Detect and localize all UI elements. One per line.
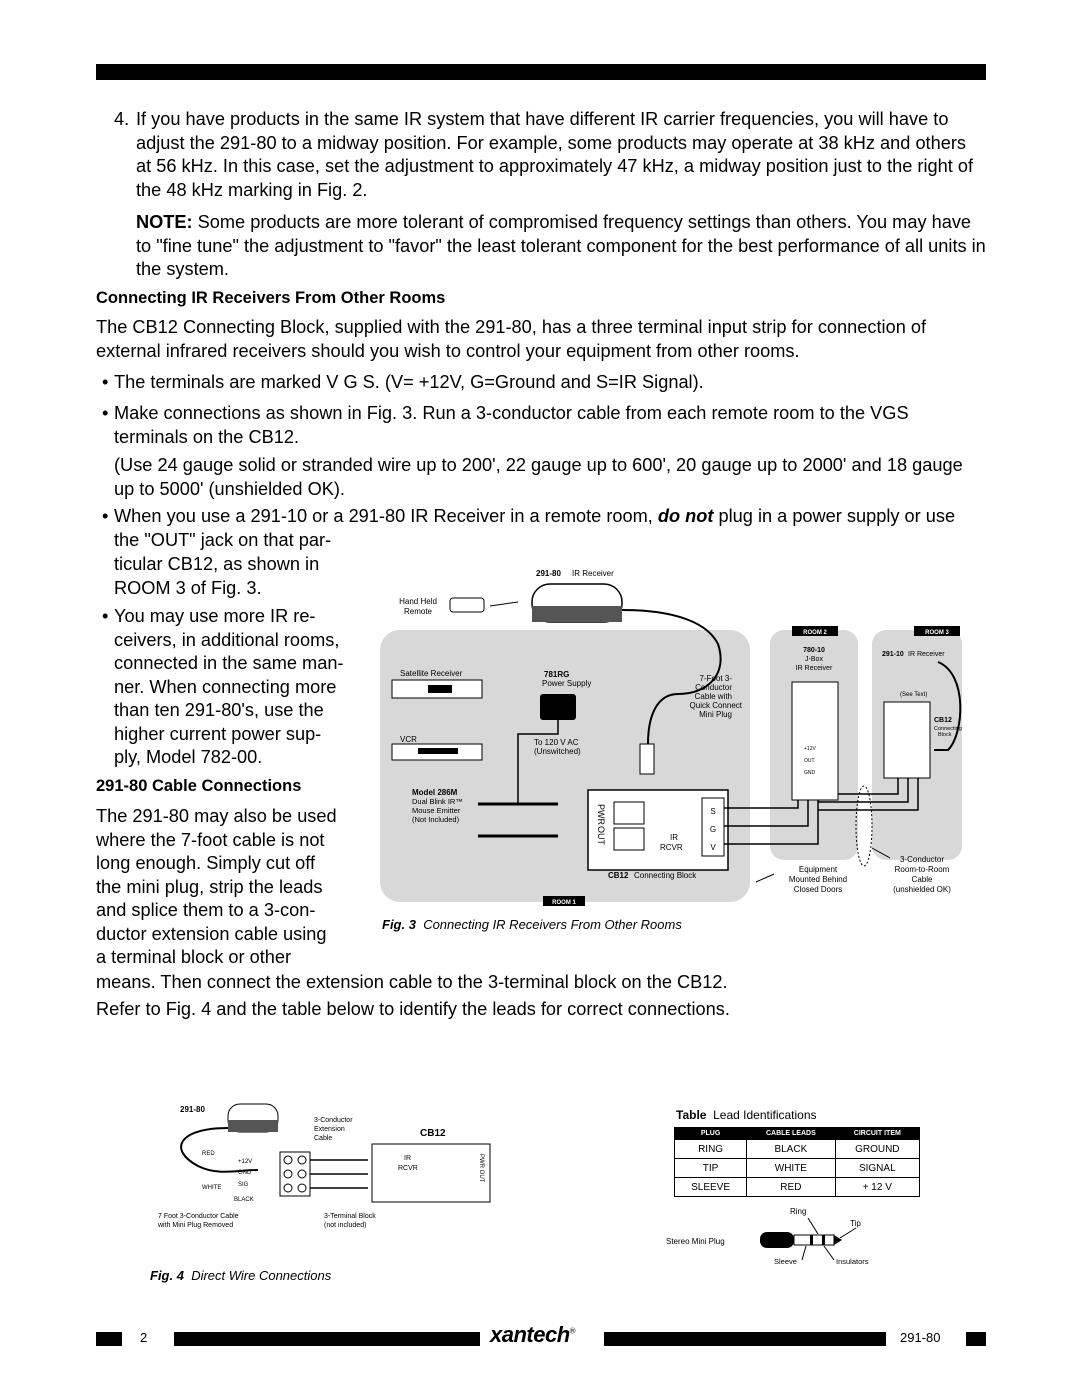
cable-line: the mini plug, strip the leads — [96, 876, 323, 897]
header-cable-leads: CABLE LEADS — [747, 1128, 835, 1140]
table-cell: SIGNAL — [835, 1159, 919, 1178]
cable-line: where the 7-foot cable is not — [96, 829, 325, 850]
fig4-gnd: GND — [238, 1170, 252, 1176]
header-plug: PLUG — [675, 1128, 747, 1140]
section-heading-cable: 291-80 Cable Connections — [96, 777, 302, 795]
cable-line: ductor extension cable using — [96, 923, 327, 944]
receiver-word: IR Receiver — [572, 569, 614, 578]
footer-bar-right — [604, 1332, 886, 1346]
fig4-rcvr-ir: IR — [404, 1155, 411, 1162]
r3-model: 291-10 — [882, 651, 904, 658]
jbox-12v: +12V — [804, 746, 816, 752]
plug-shaft-icon — [794, 1235, 834, 1245]
cable-line-full: means. Then connect the extension cable to the 3-terminal block on the CB12. — [96, 972, 728, 992]
receiver-model: 291-80 — [536, 569, 561, 578]
bullet-line: You may use more IR re- — [114, 606, 316, 626]
bullet-line: ply, Model 782-00. — [114, 747, 263, 767]
bullet-lines — [114, 605, 359, 770]
jbox-icon — [792, 682, 838, 800]
jbox-label: IR Receiver — [795, 665, 833, 672]
cb12-word: Connecting Block — [634, 871, 697, 880]
table-cell: RING — [675, 1140, 747, 1159]
lead-table-header — [675, 1128, 920, 1140]
fig4-red: RED — [202, 1151, 215, 1157]
cb12-jack — [614, 802, 644, 824]
equip-label: Mounted Behind — [788, 875, 848, 884]
power-supply-icon — [540, 694, 576, 720]
cable-line: The 291-80 may also be used — [96, 806, 337, 826]
emitter-label: Dual Blink IR™ — [412, 797, 463, 806]
equip-label: Equipment — [798, 865, 838, 874]
bullet-terminals: • The terminals are marked V G S. (V= +12V, G=Ground and S=IR Signal). — [96, 371, 986, 395]
footer-block-left — [96, 1332, 122, 1346]
page-number: 2 — [140, 1330, 148, 1345]
jbox-model: 780-10 — [803, 647, 825, 654]
equip-arrow — [756, 874, 774, 882]
term-s: S — [710, 807, 716, 816]
fig4-sig: SIG — [238, 1182, 249, 1188]
lead-table-title-bold: Table — [676, 1108, 707, 1122]
brand-name: xantech — [490, 1322, 570, 1347]
fig4-caption — [150, 1268, 331, 1283]
cb12-out: OUT — [596, 826, 606, 845]
remote-label: Remote — [403, 607, 433, 616]
cable-line: long enough. Simply cut off — [96, 853, 316, 873]
table-cell: BLACK — [747, 1140, 835, 1159]
bullet-text-a: When you use a 291-10 or a 291-80 IR Receiver in a remote room, — [114, 506, 658, 526]
bullet-text-b: plug in a power supply or use — [713, 506, 956, 526]
ir-receiver-base — [532, 606, 622, 622]
fig4-cb12-block — [372, 1144, 490, 1202]
table-row — [675, 1159, 920, 1178]
r3-cb12-icon — [884, 702, 930, 778]
plug-leader-lines — [802, 1246, 834, 1260]
refer-line: Refer to Fig. 4 and the table below to identify the leads for correct connections. — [96, 999, 730, 1019]
fig4-cable — [181, 1128, 258, 1172]
plug-sleeve-label: Sleeve — [774, 1257, 797, 1266]
plug-ring-label: Ring — [790, 1207, 807, 1216]
bullet-text: The terminals are marked V G S. (V= +12V, G=Ground and S=IR Signal). — [114, 372, 704, 392]
cable7-label: 7-Foot 3- — [699, 674, 732, 683]
lead-table — [674, 1127, 920, 1197]
fig3-diagram — [378, 564, 964, 910]
room3-label: ROOM 3 — [925, 630, 949, 636]
footer-model: 291-80 — [900, 1330, 941, 1345]
bullet-line: ticular CB12, as shown in — [114, 554, 320, 574]
bullet-line: than ten 291-80's, use the — [114, 700, 324, 720]
fig4-pwr-out: PWR OUT — [478, 1154, 484, 1183]
stereo-plug-diagram — [660, 1202, 890, 1274]
fig4-cb12: CB12 — [420, 1128, 446, 1139]
bullet-text — [114, 505, 986, 529]
cable7-label: Mini Plug — [699, 710, 732, 719]
see-text: (See Text) — [900, 692, 928, 698]
ps-word: Power Supply — [542, 679, 592, 688]
vcr-label: VCR — [400, 735, 417, 744]
satellite-label: Satellite Receiver — [400, 669, 463, 678]
plug-tip-icon — [834, 1235, 842, 1245]
note-label: NOTE: — [136, 212, 193, 232]
bullet-remote-room: • When you use a 291-10 or a 291-80 IR Receiver in a remote room, do not plug in a power supply or use — [96, 505, 986, 529]
jbox-gnd: GND — [804, 770, 816, 776]
bullet-line: ceivers, in additional rooms, — [114, 629, 340, 650]
fig4-tb-label: (not included) — [324, 1222, 367, 1229]
section-intro: The CB12 Connecting Block, supplied with the 291-80, has a three terminal input strip for connection of external infrared receivers should you wish to control your equipment from other rooms. — [96, 317, 927, 361]
fig4-cable-label: with Mini Plug Removed — [158, 1222, 234, 1229]
plug-insulator-icon — [822, 1235, 825, 1245]
cond-label: Cable — [911, 875, 933, 884]
cable-lines — [96, 805, 346, 970]
table-cell: GROUND — [835, 1140, 919, 1159]
fig4-ext: Cable — [314, 1135, 333, 1142]
fig4-12v: +12V — [238, 1159, 253, 1165]
jbox-out: OUT — [804, 758, 815, 764]
hand-held-label: Hand Held — [399, 597, 437, 606]
cable7-label: Cable with — [694, 692, 732, 701]
step-4 — [96, 108, 986, 204]
plug-body-icon — [760, 1232, 794, 1248]
emitter-label: (Not Included) — [412, 815, 460, 824]
cable-bundle — [856, 786, 872, 866]
bullet-line: ner. When connecting more — [114, 676, 337, 697]
table-row — [675, 1178, 920, 1197]
cable-line: and splice them to a 3-con- — [96, 900, 316, 920]
vcr-slot — [418, 748, 458, 754]
table-cell: SLEEVE — [675, 1178, 747, 1197]
cable7-label: Conductor — [695, 683, 732, 692]
header-bar — [96, 64, 986, 80]
fig4-model: 291-80 — [180, 1105, 205, 1114]
fig4-tb-label: 3-Terminal Block — [324, 1213, 376, 1220]
cb12-pwr: PWR — [596, 804, 606, 825]
fig4-white: WHITE — [202, 1185, 222, 1191]
cb12-jack — [614, 828, 644, 850]
term-v: V — [710, 843, 716, 852]
plug-label: Stereo Mini Plug — [666, 1237, 725, 1246]
cb12-label: CB12 — [608, 871, 629, 880]
brand-logo — [490, 1322, 575, 1348]
bullet-line: higher current power sup- — [114, 723, 322, 744]
room1-label: ROOM 1 — [552, 900, 576, 906]
plug-tip-label: Tip — [850, 1219, 861, 1228]
jbox-label: J-Box — [805, 656, 823, 663]
cable7-label: Quick Connect — [689, 701, 742, 710]
fig4-ext: Extension — [314, 1126, 345, 1133]
section-heading-ir-rooms: Connecting IR Receivers From Other Rooms — [96, 289, 446, 307]
cb12-ir: IR — [670, 833, 678, 842]
fig4-ext-wires — [310, 1160, 368, 1188]
table-cell: TIP — [675, 1159, 747, 1178]
r3-cb12-label: Block — [938, 732, 952, 738]
gauge-note: (Use 24 gauge solid or stranded wire up to 200', 22 gauge up to 600', 20 gauge up to 2000' and 18 gauge up to 5000' (unshielded OK). — [114, 455, 963, 499]
room2-label: ROOM 2 — [803, 630, 827, 636]
brand-reg: ® — [569, 1326, 576, 1336]
footer-bar-left — [174, 1332, 480, 1346]
fig4-cable-label: 7 Foot 3-Conductor Cable — [158, 1213, 239, 1220]
cond-label: 3-Conductor — [899, 855, 945, 864]
r3-cb12-label: Connecting — [934, 726, 962, 732]
fig3-caption-text: Connecting IR Receivers From Other Rooms — [423, 917, 682, 932]
step-text: If you have products in the same IR system that have different IR carrier frequencies, you will have to adjust the 291-80 to a midway position. For example, some products may operate at 38 kHz and others at 56 kHz. In this case, set the adjustment to approximately 47 kHz, a midway position just to the right of the 48 kHz marking in Fig. 2. — [136, 109, 974, 200]
emitter-label: Mouse Emitter — [412, 806, 461, 815]
lead-table-title — [676, 1108, 817, 1122]
fig4-black: BLACK — [234, 1197, 254, 1203]
r3-word: IR Receiver — [908, 651, 945, 658]
satellite-display — [428, 685, 452, 693]
remote-icon — [450, 598, 484, 612]
ir-beam-icon — [490, 602, 518, 606]
fig4-caption-num: Fig. 4 — [150, 1268, 184, 1283]
fig4-ext: 3-Conductor — [314, 1117, 353, 1124]
lead-table-title-text: Lead Identifications — [713, 1108, 817, 1122]
fig3-caption — [382, 917, 682, 932]
table-row — [675, 1140, 920, 1159]
r3-cb12: CB12 — [934, 717, 952, 724]
bullet-line: the "OUT" jack on that par- — [114, 530, 332, 550]
fig4-receiver-base — [228, 1120, 278, 1132]
bullet-text: Make connections as shown in Fig. 3. Run a 3-conductor cable from each remote room to the VGS terminals on the CB12. — [114, 403, 909, 447]
bullet-connections: • Make connections as shown in Fig. 3. Run a 3-conductor cable from each remote room to the VGS terminals on the CB12. — [96, 402, 986, 450]
to-120-label: To 120 V AC — [534, 738, 579, 747]
cable-line: a terminal block or other — [96, 947, 292, 967]
table-cell: + 12 V — [835, 1178, 919, 1197]
emitter-model: Model 286M — [412, 788, 458, 797]
note-text: Some products are more tolerant of compromised frequency settings than others. You may have to "fine tune" the adjustment to "favor" the least tolerant component for the best performance of all units in the system. — [136, 212, 986, 279]
table-cell: RED — [747, 1178, 835, 1197]
plug-insulators-label: Insulators — [836, 1257, 869, 1266]
ps-model: 781RG — [544, 670, 570, 679]
bullet-line: ROOM 3 of Fig. 3. — [114, 578, 262, 598]
cond-label: Room-to-Room — [894, 865, 950, 874]
header-circuit-item: CIRCUIT ITEM — [835, 1128, 919, 1140]
cond-label: (unshielded OK) — [893, 885, 951, 894]
fig4-diagram — [158, 1100, 498, 1240]
bullet-emphasis: do not — [657, 506, 714, 526]
term-g: G — [709, 825, 717, 834]
fig4-rcvr: RCVR — [398, 1165, 418, 1172]
fig3-caption-num: Fig. 3 — [382, 917, 416, 932]
step-number: 4. — [114, 109, 130, 129]
plug-insulator-icon — [810, 1235, 813, 1245]
footer-block-right — [966, 1332, 986, 1346]
equip-label: Closed Doors — [793, 885, 843, 894]
bullet-line: connected in the same man- — [114, 653, 344, 673]
note-paragraph — [136, 211, 986, 282]
fig4-caption-text: Direct Wire Connections — [191, 1268, 332, 1283]
cb12-rcvr: RCVR — [660, 843, 683, 852]
unswitched-label: (Unswitched) — [534, 747, 581, 756]
table-cell: WHITE — [747, 1159, 835, 1178]
mini-plug-icon — [640, 744, 654, 774]
